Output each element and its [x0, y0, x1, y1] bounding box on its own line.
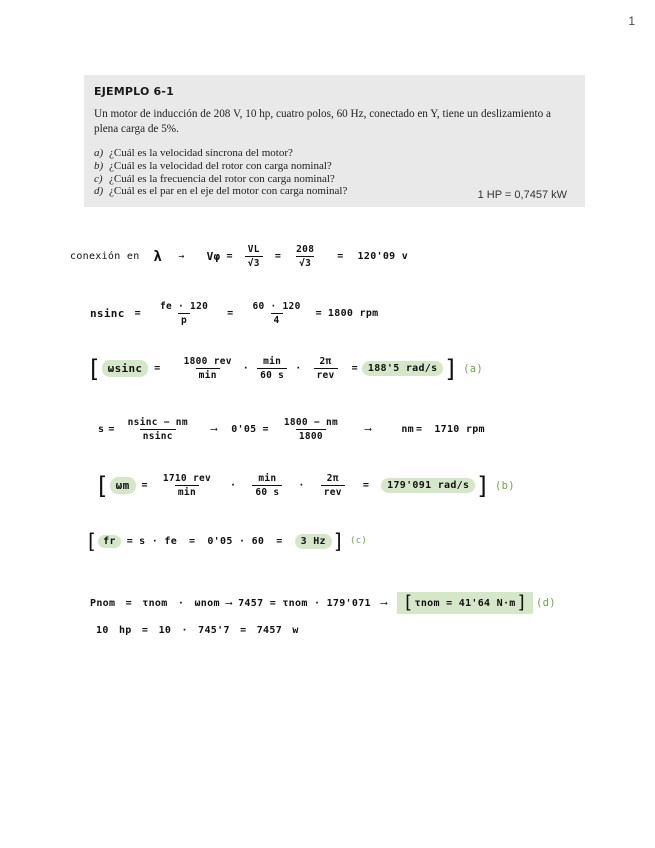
question-a: a) ¿Cuál es la velocidad síncrona del motor?	[94, 147, 293, 159]
result-highlight: 188'5 rad/s	[362, 361, 444, 376]
bracket-open: [	[88, 529, 97, 553]
fraction: $\frac{2\pi}{\text{rev}}$	[321, 473, 345, 498]
fraction: $\frac{\min}{60 s}$	[252, 473, 282, 498]
result-highlight: 179'091 rad/s	[381, 478, 475, 493]
note-sync-speed: nsinc = $\frac{fe \cdot 120}{p}$ = $\frac{60 \cdot 120}{4}$ = 1800 rpm	[90, 301, 379, 326]
bracket-open: [	[90, 354, 100, 383]
question-b: b) ¿Cuál es la velocidad del rotor con carga nominal?	[94, 159, 332, 172]
result-highlight: [ τnom = 41'64 N·m ]	[397, 592, 533, 614]
answer-label: (c)	[349, 536, 368, 546]
result-highlight: 3 Hz	[295, 534, 332, 549]
answer-label: (d)	[535, 597, 556, 609]
answer-label: (b)	[494, 479, 515, 492]
note-power-conversion: 10 hp = 10 · 745'7 = 7457 w	[96, 625, 299, 636]
problem-statement: Un motor de inducción de 208 V, 10 hp, cuatro polos, 60 Hz, conectado en Y, tiene un deslizamiento a plena carga de 5%.	[94, 108, 551, 135]
fraction: $\frac{\text{1710 rev}}{\min}$	[162, 473, 212, 498]
note-omega-m: [ ωm = $\frac{\text{1710 rev}}{\min}$ · $\frac{\min}{60 s}$ · $\frac{2\pi}{\text{rev}}$ = 179'091 rad/s ] (b)	[98, 471, 515, 500]
arrow-icon: ⟶	[380, 597, 388, 609]
arrow-icon: ⟶	[225, 597, 233, 609]
question-d: d) ¿Cuál es el par en el eje del motor con carga nominal?	[94, 185, 348, 198]
bracket-open: [	[98, 471, 108, 500]
arrow-icon: ⟶	[365, 424, 372, 435]
fraction: $\frac{nsinc - nm}{nsinc}$	[127, 417, 188, 442]
bracket-open: [	[405, 592, 413, 613]
problem-title: EJEMPLO 6-1	[94, 85, 175, 98]
note-phase-voltage: conexión en λ → Vφ = $\frac{VL}{√3}$ = $\frac{208}{√3}$ = 120'09 v	[70, 244, 409, 269]
fraction: $\frac{60 \cdot 120}{4}$	[252, 301, 301, 326]
fraction: $\frac{VL}{√3}$	[245, 244, 263, 269]
bracket-close: ]	[445, 354, 456, 383]
fraction: $\frac{fe \cdot 120}{p}$	[159, 301, 209, 326]
question-c: c) ¿Cuál es la frecuencia del rotor con carga nominal?	[94, 172, 335, 185]
bracket-close: ]	[333, 529, 342, 553]
bracket-close: ]	[477, 471, 487, 500]
answer-label: (a)	[463, 362, 483, 375]
fraction: $\frac{\min}{60 s}$	[257, 356, 287, 381]
arrow-icon: ⟶	[210, 424, 218, 435]
note-omega-sync: [ ωsinc = $\frac{\text{1800 rev}}{\min}$ · $\frac{\min}{60 s}$ · $\frac{2\pi}{\text{rev}}$ = 188'5 rad/s ] (a)	[90, 354, 483, 383]
problem-box	[84, 75, 585, 207]
fraction: $\frac{1800 - nm}{1800}$	[283, 417, 338, 442]
fraction: $\frac{\text{1800 rev}}{\min}$	[183, 356, 232, 381]
note-rotor-frequency: [ fr = s · fe = 0'05 · 60 = 3 Hz ] (c)	[88, 529, 368, 553]
hp-conversion-note: 1 HP = 0,7457 kW	[477, 189, 567, 201]
bracket-close: ]	[517, 592, 525, 613]
fraction: $\frac{2\pi}{\text{rev}}$	[314, 356, 338, 381]
arrow-icon: →	[178, 251, 185, 262]
page-number: 1	[628, 14, 635, 28]
note-rotor-speed: s = $\frac{nsinc - nm}{nsinc}$ ⟶ 0'05 = $\frac{1800 - nm}{1800}$ ⟶ nm = 1710 rpm	[98, 417, 485, 442]
fraction: $\frac{208}{√3}$	[296, 244, 315, 269]
note-torque: Pnom = τnom · ωnom ⟶ 7457 = τnom · 179'071 ⟶ [ τnom = 41'64 N·m ] (d)	[90, 592, 556, 613]
